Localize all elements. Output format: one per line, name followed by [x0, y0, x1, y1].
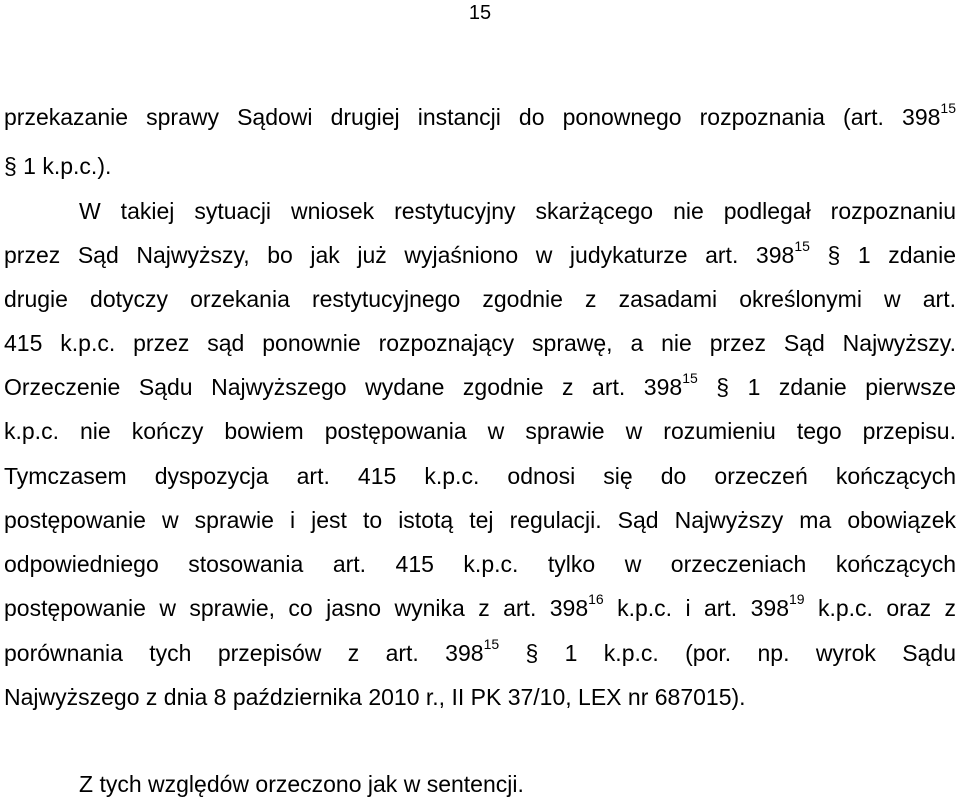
text-line-2: § 1 k.p.c.). [4, 153, 112, 179]
text-line-6: 415 k.p.c. przez sąd ponownie rozpoznający sprawę, a nie przez Sąd Najwyższy. [4, 330, 956, 356]
text-line-3: W takiej sytuacji wniosek restytucyjny skarżącego nie podlegał rozpoznaniu [79, 198, 956, 224]
text-line-5: drugie dotyczy orzekania restytucyjnego zgodnie z zasadami określonymi w art. [4, 286, 956, 312]
text-line-12: postępowanie w sprawie, co jasno wynika z art. $398^{16}$ k.p.c. i art. $398^{19}$ k.p.c. oraz z [4, 591, 956, 621]
text-line-7: Orzeczenie Sądu Najwyższego wydane zgodnie z art. $398^{15}$ § 1 zdanie pierwsze [4, 370, 956, 400]
page-number: 15 [468, 2, 492, 24]
text-line-14: Najwyższego z dnia 8 października 2010 r., II PK 37/10, LEX nr 687015). [4, 684, 746, 710]
text-line-8: k.p.c. nie kończy bowiem postępowania w sprawie w rozumieniu tego przepisu. [4, 418, 956, 444]
text-line-1: przekazanie sprawy Sądowi drugiej instancji do ponownego rozpoznania (art. $398^{15}$ [4, 100, 956, 130]
text-line-10: postępowanie w sprawie i jest to istotą tej regulacji. Sąd Najwyższy ma obowiązek [4, 507, 956, 533]
text-line-13: porównania tych przepisów z art. $398^{15}$ § 1 k.p.c. (por. np. wyrok Sądu [4, 636, 956, 666]
closing-sentence: Z tych względów orzeczono jak w sentencji. [79, 771, 524, 797]
text-line-11: odpowiedniego stosowania art. 415 k.p.c. tylko w orzeczeniach kończących [4, 551, 956, 577]
text-line-9: Tymczasem dyspozycja art. 415 k.p.c. odnosi się do orzeczeń kończących [4, 463, 956, 489]
text-line-4: przez Sąd Najwyższy, bo jak już wyjaśniono w judykaturze art. $398^{15}$ § 1 zdanie [4, 238, 956, 268]
